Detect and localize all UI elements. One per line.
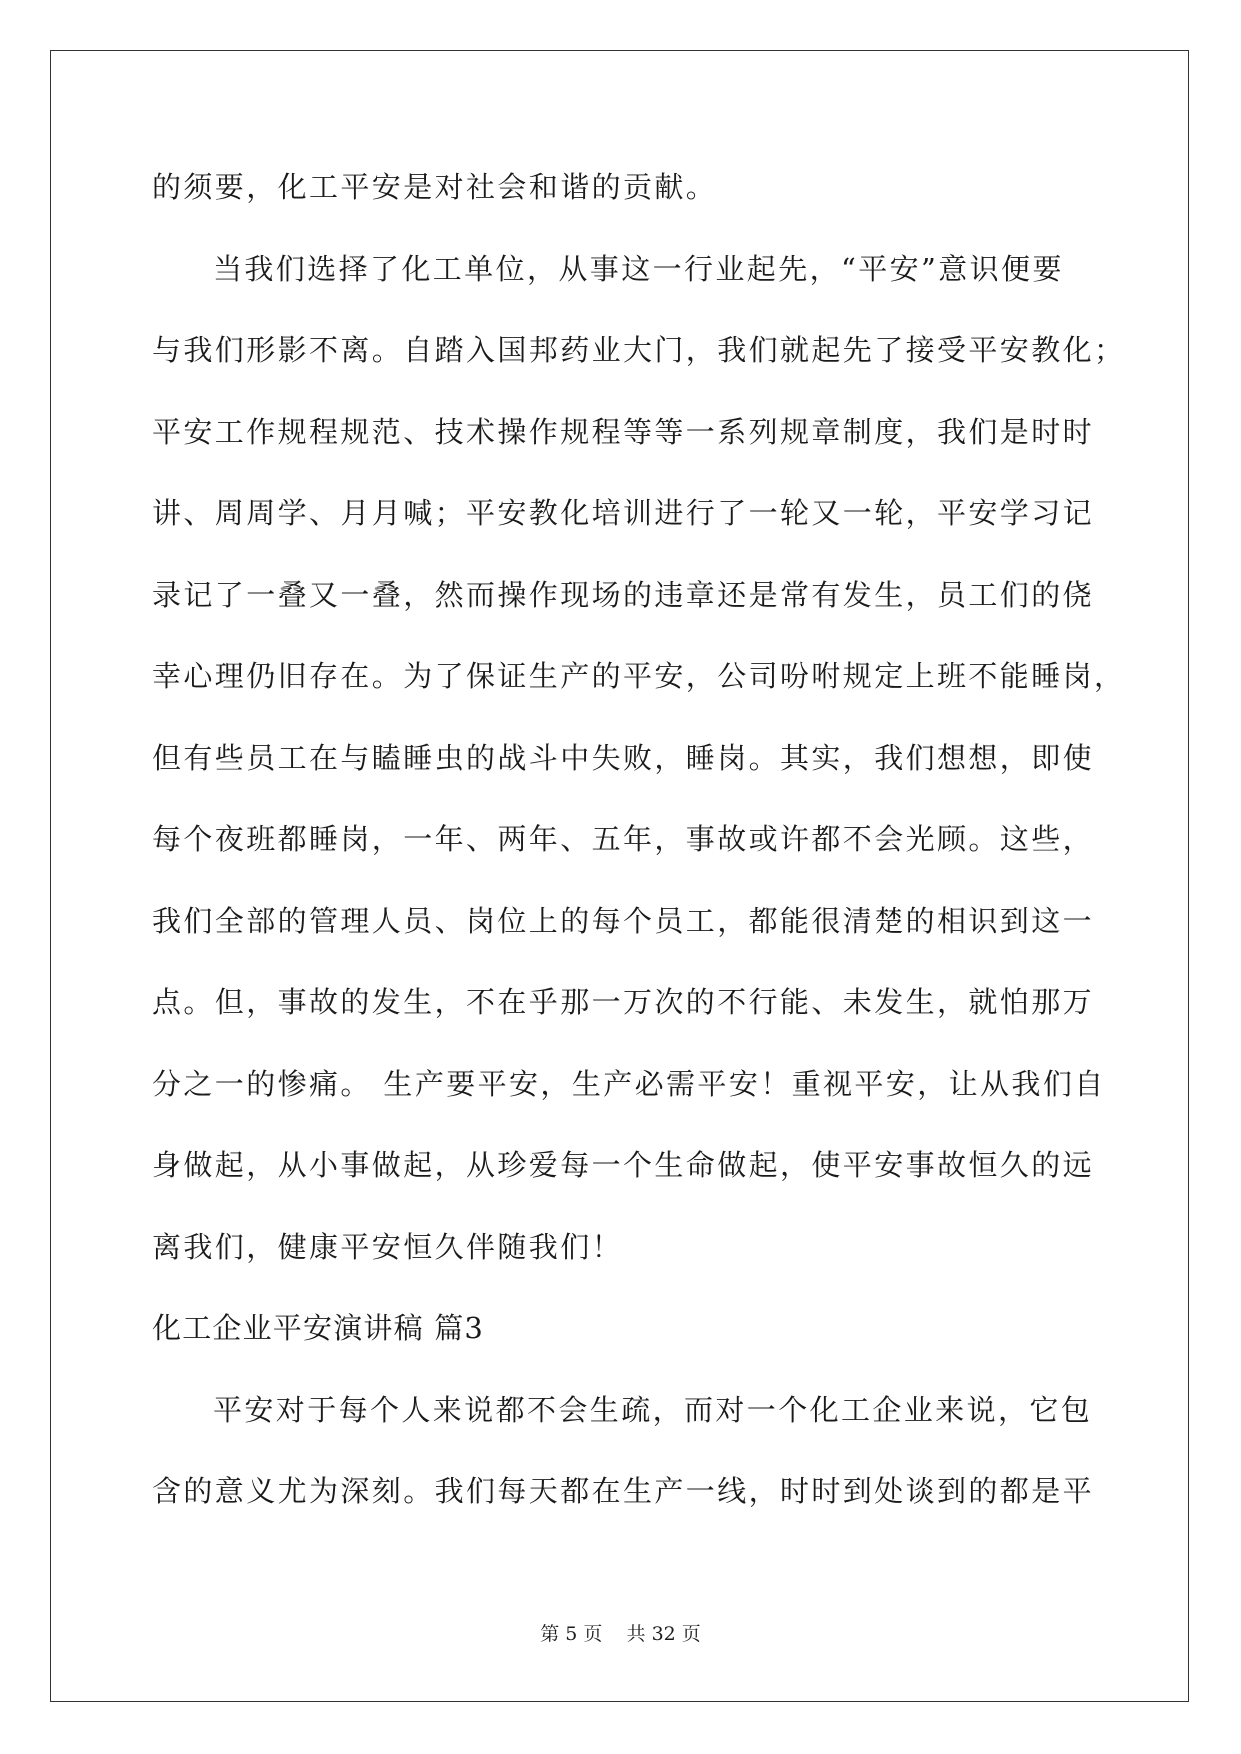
text-line: 离我们，健康平安恒久伴随我们！ xyxy=(152,1229,624,1264)
text-line: 点。但，事故的发生，不在乎那一万次的不行能、未发生，就怕那万 xyxy=(152,985,1095,1019)
text-line: 平安工作规程规范、技术操作规程等等一系列规章制度，我们是时时 xyxy=(152,414,1095,449)
text-line: 幸心理仍旧存在。为了保证生产的平安，公司吩咐规定上班不能睡岗， xyxy=(152,659,1126,693)
text-line: 当我们选择了化工单位，从事这一行业起先，“平安”意识便要 xyxy=(213,251,1064,286)
text-line: 录记了一叠又一叠，然而操作现场的违章还是常有发生，员工们的侥 xyxy=(152,577,1095,612)
text-line: 每个夜班都睡岗，一年、两年、五年，事故或许都不会光顾。这些， xyxy=(152,822,1095,856)
text-line: 平安对于每个人来说都不会生疏，而对一个化工企业来说，它包 xyxy=(213,1392,1093,1427)
text-line: 讲、周周学、月月喊；平安教化培训进行了一轮又一轮，平安学习记 xyxy=(152,496,1095,530)
text-line: 我们全部的管理人员、岗位上的每个员工，都能很清楚的相识到这一 xyxy=(152,903,1095,938)
page-number-footer: 第 5 页 共 32 页 xyxy=(540,1623,701,1645)
document-body xyxy=(152,162,1126,1548)
text-line: 含的意义尤为深刻。我们每天都在生产一线，时时到处谈到的都是平 xyxy=(152,1474,1095,1508)
text-line: 分之一的惨痛。 生产要平安，生产必需平安！重视平安，让从我们自 xyxy=(152,1066,1106,1101)
text-line: 与我们形影不离。自踏入国邦药业大门，我们就起先了接受平安教化； xyxy=(152,333,1126,367)
text-line: 但有些员工在与瞌睡虫的战斗中失败，睡岗。其实，我们想想，即使 xyxy=(152,740,1095,775)
section-heading: 化工企业平安演讲稿 篇3 xyxy=(152,1311,485,1345)
text-line: 的须要，化工平安是对社会和谐的贡献。 xyxy=(152,170,718,204)
text-line: 身做起，从小事做起，从珍爱每一个生命做起，使平安事故恒久的远 xyxy=(152,1148,1095,1182)
